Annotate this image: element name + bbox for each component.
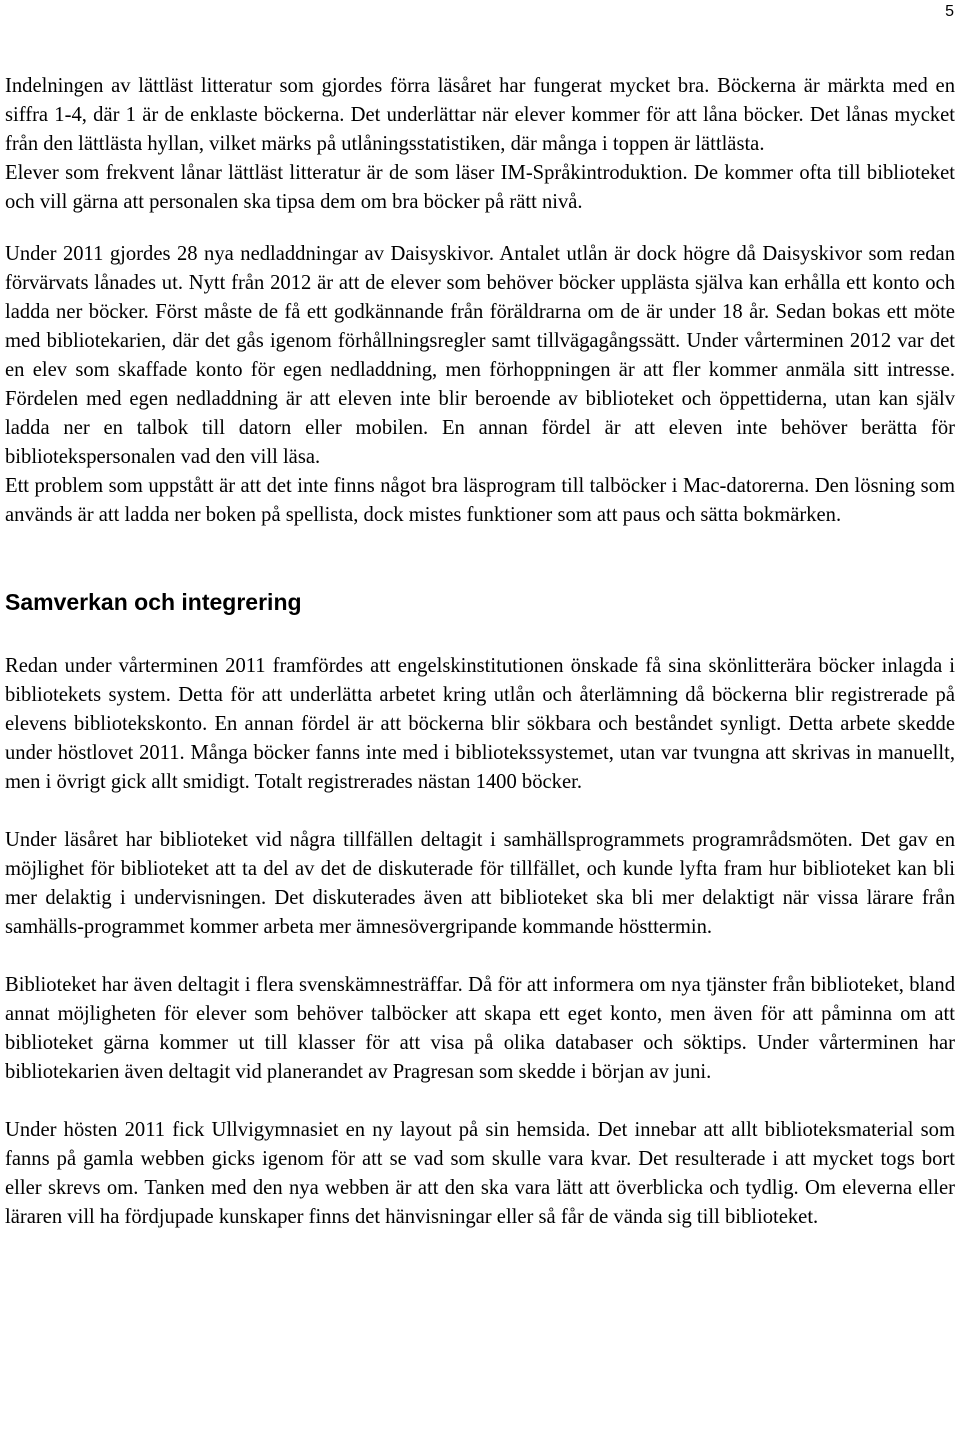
- paragraph-website: Under hösten 2011 fick Ullvigymnasiet en ny layout på sin hemsida. Det innebar att allt biblioteksmaterial som fanns på gamla webben gicks igenom för att se vad som skulle vara kvar. Det resulterade i att mycket togs bort eller skrevs om. Tanken med den nya webben är att den ska vara lätt att överblicka och tydlig. Om eleverna eller läraren vill ha fördjupade kunskaper finns det hänvisningar eller så får de vända sig till biblioteket.: [5, 1119, 955, 1228]
- paragraph-easy-reading: Indelningen av lättläst litteratur som gjordes förra läsåret har fungerat mycket bra. Böckerna är märkta med en siffra 1-4, där 1 är de enklaste böckerna. Det underlättar när elever kommer för att låna böcker. Det lånas mycket från den lättlästa hyllan, vilket märks på utlåningsstatistiken, där många i toppen är lättlästa.: [5, 75, 955, 155]
- section-heading: Samverkan och integrering: [5, 589, 302, 615]
- paragraph-im-students: Elever som frekvent lånar lättläst litteratur är de som läser IM-Språkintroduktion. De kommer ofta till biblioteket och vill gärna att personalen ska tipsa dem om bra böcker på rätt nivå.: [5, 162, 955, 213]
- document-body: [5, 72, 955, 1232]
- paragraph-mac-problem: Ett problem som uppstått är att det inte finns något bra läsprogram till talböcker i Mac-datorerna. Den lösning som används är att ladda ner boken på spellista, dock mistes funktioner som att paus och sätta bokmärken.: [5, 475, 955, 526]
- paragraph-english-books: Redan under vårterminen 2011 framfördes att engelskinstitutionen önskade få sina skönlitterära böcker inlagda i bibliotekets system. Detta för att underlätta arbetet kring utlån och återlämning då böckerna blir registrerade på elevens bibliotekskonto. En annan fördel är att böckerna blir sökbara och beståndet synligt. Detta arbete skedde under höstlovet 2011. Många böcker fanns inte med i bibliotekssystemet, utan var tvungna att skrivas in manuellt, men i övrigt gick allt smidigt. Totalt registrerades nästan 1400 böcker.: [5, 655, 955, 793]
- paragraph-swedish-meetings: Biblioteket har även deltagit i flera svenskämnesträffar. Då för att informera om nya tjänster från biblioteket, bland annat möjligheten för elever som behöver talböcker att skapa ett eget konto, men även för att påminna om att biblioteket gärna kommer ut till klasser för att visa på olika databaser och söktips. Under vårterminen har bibliotekarien även deltagit vid planerandet av Pragresan som skedde i början av juni.: [5, 974, 955, 1083]
- paragraph-daisy-downloads: Under 2011 gjordes 28 nya nedladdningar av Daisyskivor. Antalet utlån är dock högre då Daisyskivor som redan förvärvats lånades ut. Nytt från 2012 är att de elever som behöver böcker upplästa själva kan erhålla ett konto och ladda ner böcker. Först måste de få ett godkännande från föräldrarna om de är under 18 år. Sedan bokas ett möte med bibliotekarien, där det gås igenom förhållningsregler samt tillvägagångssätt. Under vårterminen 2012 var det en elev som skaffade konto för egen nedladdning, men förhoppningen är att fler kommer anmäla sitt intresse. Fördelen med egen nedladdning är att eleven inte blir beroende av biblioteket och öppettiderna, utan kan själv ladda ner en talbok till datorn eller mobilen. En annan fördel är att eleven inte behöver berätta för bibliotekspersonalen vad den vill läsa.: [5, 243, 955, 468]
- paragraph-program-meetings: Under läsåret har biblioteket vid några tillfällen deltagit i samhällsprogrammets programrådsmöten. Det gav en möjlighet för biblioteket att ta del av det de diskuterade för tillfället, och kunde lyfta fram hur biblioteket kan bli mer delaktig i undervisningen. Det diskuterades även att biblioteket ska bli mer delaktigt när vissa lärare från samhälls-programmet kommer arbeta mer ämnesövergripande kommande hösttermin.: [5, 829, 955, 938]
- page-number: 5: [945, 3, 954, 20]
